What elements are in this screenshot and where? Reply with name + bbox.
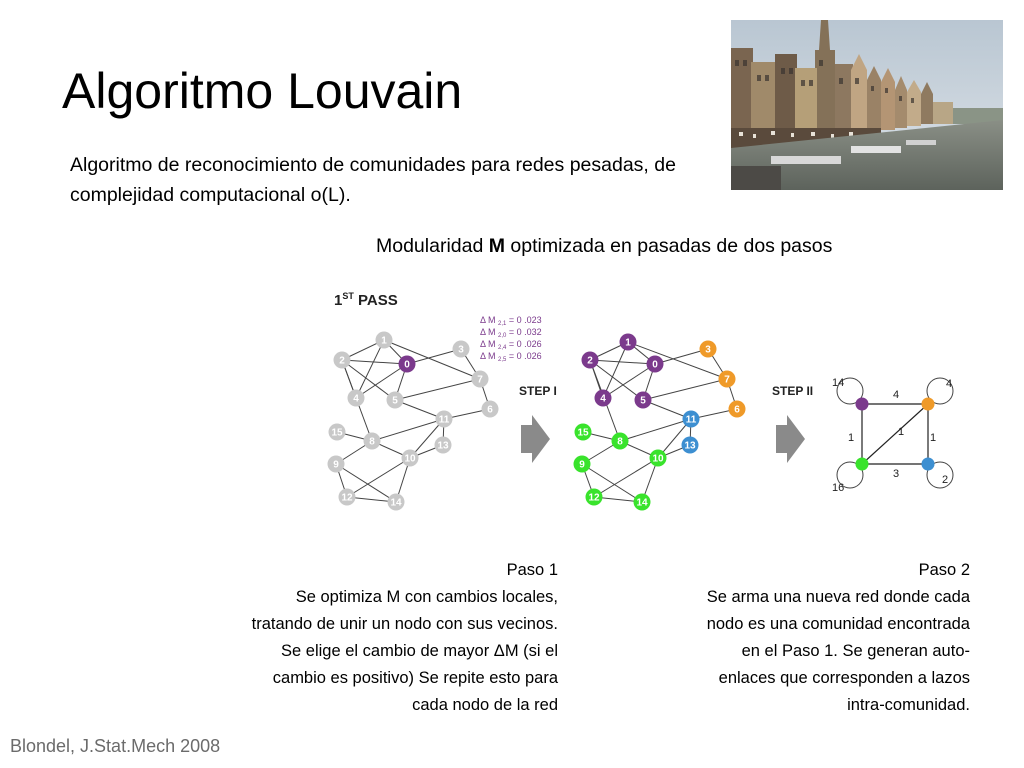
loop-weight-label: 14 (832, 377, 845, 389)
node-label: 13 (437, 440, 449, 452)
reduced-node (856, 398, 869, 411)
node-label: 6 (487, 404, 493, 416)
step-1-heading: Paso 1 (506, 561, 558, 579)
graph-edge (590, 360, 655, 364)
node-label: 12 (341, 492, 353, 504)
node-label: 8 (369, 436, 375, 448)
loop-weight-label: 16 (832, 482, 845, 494)
step-2-heading: Paso 2 (918, 561, 970, 579)
delta-item: Δ M $_{2,4}$ = 0 .026 (480, 339, 542, 351)
graph-node (399, 356, 416, 373)
graph-edge (372, 419, 444, 441)
graph-node (634, 494, 651, 511)
reduced-node (856, 458, 869, 471)
node-label: 15 (577, 427, 589, 439)
graph-node (387, 392, 404, 409)
graph-node (339, 489, 356, 506)
pass-label-sup: ST (342, 291, 354, 301)
intro-text: Algoritmo de reconocimiento de comunidades para redes pesadas, de complejidad computacional o(L). (70, 154, 676, 206)
step-1-line: cambio es positivo) Se repite esto para (272, 669, 558, 687)
graph-node (402, 450, 419, 467)
node-label: 7 (724, 374, 730, 386)
node-label: 0 (404, 359, 410, 371)
node-label: 11 (685, 414, 697, 426)
loop-weight-label: 2 (942, 474, 949, 486)
loop-weight-label: 4 (946, 378, 953, 390)
graph-node (650, 450, 667, 467)
subtitle-after: optimizada en pasadas de dos pasos (504, 235, 833, 257)
ghent-canal-photo (731, 20, 1003, 190)
delta-item: Δ M $_{2,5}$ = 0 .026 (480, 351, 542, 363)
node-label: 6 (734, 404, 740, 416)
node-label: 3 (458, 344, 464, 356)
node-label: 5 (392, 395, 398, 407)
graph-node (472, 371, 489, 388)
node-label: 15 (331, 427, 343, 439)
graph-node (683, 411, 700, 428)
step-2-text (620, 557, 970, 719)
graph-node (453, 341, 470, 358)
pass-label (334, 291, 398, 309)
graph-node (575, 424, 592, 441)
node-label: 10 (652, 453, 664, 465)
graph-node (334, 352, 351, 369)
node-label: 1 (625, 337, 631, 349)
graph-node (328, 456, 345, 473)
graph-node (348, 390, 365, 407)
graph-node (700, 341, 717, 358)
step-2-line: enlaces que corresponden a lazos (718, 669, 970, 687)
node-label: 8 (617, 436, 623, 448)
subtitle (376, 235, 832, 258)
graph-node (329, 424, 346, 441)
pass-label-1: 1 (334, 292, 343, 309)
step-1-line: cada nodo de la red (412, 696, 558, 714)
node-label: 5 (640, 395, 646, 407)
step-2-line: intra-comunidad. (847, 696, 970, 714)
node-label: 2 (339, 355, 345, 367)
slide-title: Algoritmo Louvain (62, 63, 463, 119)
graph-original (328, 332, 499, 511)
graph-node (595, 390, 612, 407)
pass-label-pass: PASS (353, 292, 398, 309)
node-label: 9 (333, 459, 339, 471)
graph-node (719, 371, 736, 388)
arrow-step-ii (776, 415, 805, 463)
graph-node (574, 456, 591, 473)
graph-edge (643, 379, 727, 400)
svg-text:1ST PASS (334, 291, 398, 309)
subtitle-before: Modularidad (376, 235, 489, 257)
node-label: 13 (684, 440, 696, 452)
graph-node (582, 352, 599, 369)
node-label: 11 (438, 414, 450, 426)
subtitle-bold-m: M (488, 235, 505, 257)
node-label: 4 (353, 393, 359, 405)
graph-node (682, 437, 699, 454)
delta-item: Δ M $_{2,0}$ = 0 .032 (480, 327, 542, 339)
graph-node (435, 437, 452, 454)
citation: Blondel, J.Stat.Mech 2008 (10, 736, 221, 756)
node-label: 0 (652, 359, 658, 371)
graph-node (586, 489, 603, 506)
reduced-edge (862, 404, 928, 464)
graph-node (436, 411, 453, 428)
reduced-node (922, 398, 935, 411)
step-2-line: en el Paso 1. Se generan auto- (741, 642, 970, 660)
graph-node (612, 433, 629, 450)
reduced-node (922, 458, 935, 471)
step-1-line: Se elige el cambio de mayor ΔM (si el (281, 642, 558, 660)
graph-node (364, 433, 381, 450)
step-1-line: tratando de unir un nodo con sus vecinos. (251, 615, 558, 633)
step-i-label: STEP I (519, 384, 557, 398)
graph-node (729, 401, 746, 418)
edge-weight-label: 1 (930, 432, 937, 444)
node-label: 14 (390, 497, 402, 509)
node-label: 9 (579, 459, 585, 471)
graph-node (388, 494, 405, 511)
louvain-diagram (320, 285, 980, 520)
graph-node (482, 401, 499, 418)
node-label: 4 (600, 393, 606, 405)
node-label: 14 (636, 497, 648, 509)
graph-node (635, 392, 652, 409)
node-label: 7 (477, 374, 483, 386)
arrow-step-i (521, 415, 550, 463)
edge-weight-label: 1 (848, 432, 855, 444)
delta-modularity-list (480, 315, 542, 363)
node-label: 10 (404, 453, 416, 465)
node-label: 12 (588, 492, 600, 504)
graph-edge (356, 340, 384, 398)
node-label: 2 (587, 355, 593, 367)
graph-communities (574, 334, 746, 511)
node-label: 3 (705, 344, 711, 356)
edge-weight-label: 3 (893, 468, 900, 480)
graph-reduced (832, 377, 953, 494)
graph-edge (395, 379, 480, 400)
edge-weight-label: 4 (893, 389, 900, 401)
node-label: 1 (381, 335, 387, 347)
edge-weight-label: 1 (898, 426, 905, 438)
step-2-line: nodo es una comunidad encontrada (706, 615, 970, 633)
graph-node (376, 332, 393, 349)
step-2-line: Se arma una nueva red donde cada (706, 588, 970, 606)
step-1-line: Se optimiza M con cambios locales, (295, 588, 558, 606)
delta-item: Δ M $_{2,1}$ = 0 .023 (480, 315, 542, 327)
step-ii-label: STEP II (772, 384, 814, 398)
graph-edge (620, 419, 691, 441)
step-1-text (160, 557, 558, 719)
graph-node (647, 356, 664, 373)
graph-node (620, 334, 637, 351)
